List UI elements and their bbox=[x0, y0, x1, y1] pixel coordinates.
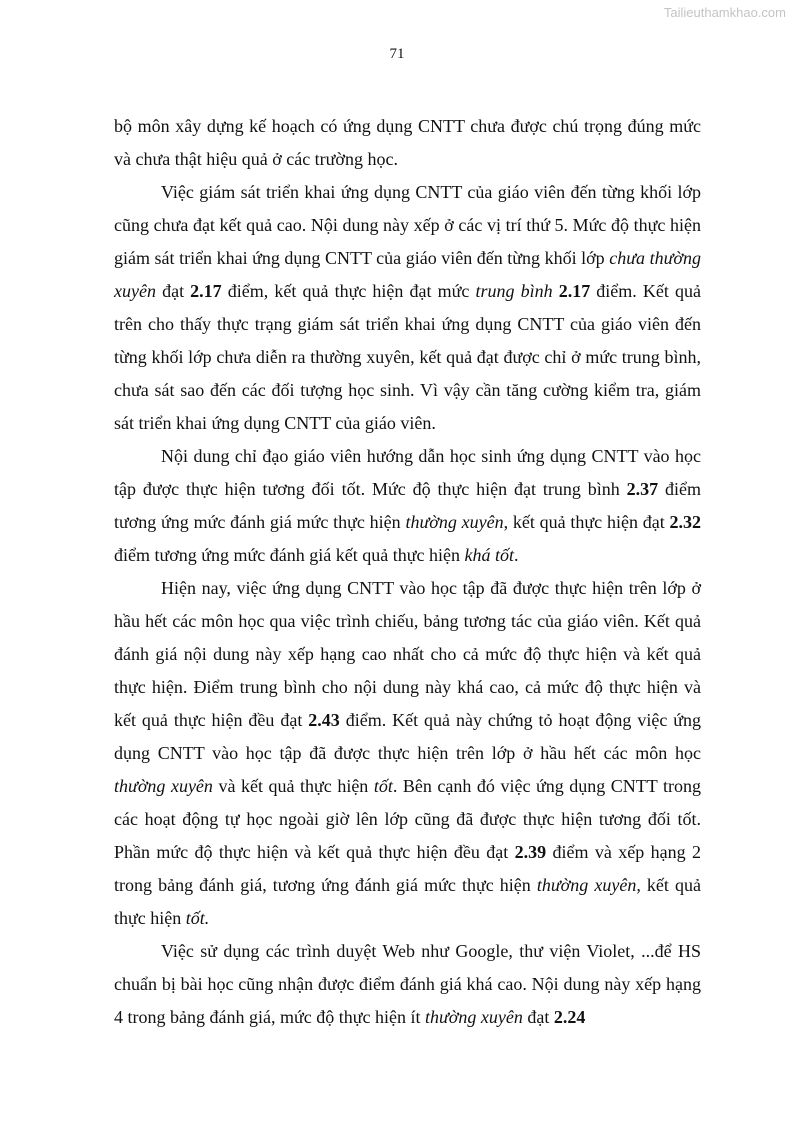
bold-score: 2.32 bbox=[669, 512, 701, 532]
italic-term: khá tốt bbox=[464, 545, 514, 565]
text-run: Nội dung chỉ đạo giáo viên hướng dẫn học sinh ứng dụng CNTT vào học tập được thực hiện tương đối tốt. Mức độ thực hiện đạt trung bình bbox=[114, 446, 701, 499]
paragraph-p5 bbox=[114, 935, 701, 1034]
paragraph-p1 bbox=[114, 110, 701, 176]
italic-term: thường xuyên bbox=[424, 1007, 523, 1027]
bold-score: 2.17 bbox=[190, 281, 222, 301]
text-run: kết quả thực hiện bbox=[114, 875, 701, 928]
text-run: đạt bbox=[522, 1007, 554, 1027]
italic-term: trung bình bbox=[475, 281, 553, 301]
text-run: Việc giám sát triển khai ứng dụng CNTT của giáo viên đến từng khối lớp cũng chưa đạt kết quả cao. Nội dung này xếp ở các vị trí thứ 5. Mức độ thực hiện giám sát triển khai ứng dụng CNTT của giáo viên đến từng khối lớp bbox=[114, 182, 701, 268]
text-run: bộ môn xây dựng kế hoạch có ứng dụng CNTT chưa được chú trọng đúng mức và chưa thật hiệu quả ở các trường học. bbox=[114, 116, 701, 169]
italic-term: thường xuyên, bbox=[536, 875, 641, 895]
bold-score: 2.24 bbox=[553, 1007, 586, 1027]
text-run: điểm. Kết quả trên cho thấy thực trạng giám sát triển khai ứng dụng CNTT của giáo viên đến từng khối lớp chưa diễn ra thường xuyên, kết quả đạt được chỉ ở mức trung bình, chưa sát sao đến các đối tượng học sinh. Vì vậy cần tăng cường kiểm tra, giám sát triển khai ứng dụng CNTT của giáo viên. bbox=[114, 281, 701, 433]
italic-term: thường xuyên bbox=[114, 776, 213, 796]
text-run: . bbox=[513, 545, 519, 565]
italic-term: thường xuyên bbox=[405, 512, 504, 532]
watermark: Tailieuthamkhao.com bbox=[663, 5, 786, 20]
page-number: 71 bbox=[389, 46, 405, 62]
text-run: điểm tương ứng mức đánh giá mức thực hiện bbox=[114, 479, 701, 532]
text-run: điểm và xếp hạng 2 trong bảng đánh giá, tương ứng đánh giá mức thực hiện bbox=[114, 842, 701, 895]
paragraph-p2 bbox=[114, 176, 701, 440]
text-run: Hiện nay, việc ứng dụng CNTT vào học tập đã được thực hiện trên lớp ở hầu hết các môn học qua việc trình chiếu, bảng tương tác của giáo viên. Kết quả đánh giá nội dung này xếp hạng cao nhất cho cả mức độ thực hiện và kết quả thực hiện. Điểm trung bình cho nội dung này khá cao, cả mức độ thực hiện và kết quả thực hiện đều đạt bbox=[114, 578, 701, 730]
bold-score: 2.37 bbox=[626, 479, 659, 499]
text-run: điểm, kết quả thực hiện đạt mức bbox=[221, 281, 476, 301]
body-text bbox=[114, 110, 701, 1034]
bold-score: 2.17 bbox=[558, 281, 591, 301]
text-run: . Bên cạnh đó việc ứng dụng CNTT trong các hoạt động tự học ngoài giờ lên lớp cũng đã được thực hiện tương đối tốt. Phần mức độ thực hiện và kết quả thực hiện đều đạt bbox=[114, 776, 701, 862]
bold-score: 2.39 bbox=[514, 842, 547, 862]
text-run: , kết quả thực hiện đạt bbox=[503, 512, 670, 532]
italic-term: tốt. bbox=[185, 908, 210, 928]
paragraph-p3 bbox=[114, 440, 701, 572]
text-run: và kết quả thực hiện bbox=[212, 776, 374, 796]
italic-term: chưa thường xuyên bbox=[114, 248, 701, 301]
paragraph-p4 bbox=[114, 572, 701, 935]
text-run: điểm tương ứng mức đánh giá kết quả thực hiện bbox=[114, 545, 465, 565]
bold-score: 2.43 bbox=[308, 710, 340, 730]
text-run: Việc sử dụng các trình duyệt Web như Google, thư viện Violet, ...để HS chuẩn bị bài học cũng nhận được điểm đánh giá khá cao. Nội dung này xếp hạng 4 trong bảng đánh giá, mức độ thực hiện ít bbox=[114, 941, 701, 1027]
text-run: đạt bbox=[155, 281, 191, 301]
text-run: điểm. Kết quả này chứng tỏ hoạt động việc ứng dụng CNTT vào học tập đã được thực hiện trên lớp ở hầu hết các môn học bbox=[114, 710, 701, 763]
italic-term: tốt bbox=[373, 776, 393, 796]
